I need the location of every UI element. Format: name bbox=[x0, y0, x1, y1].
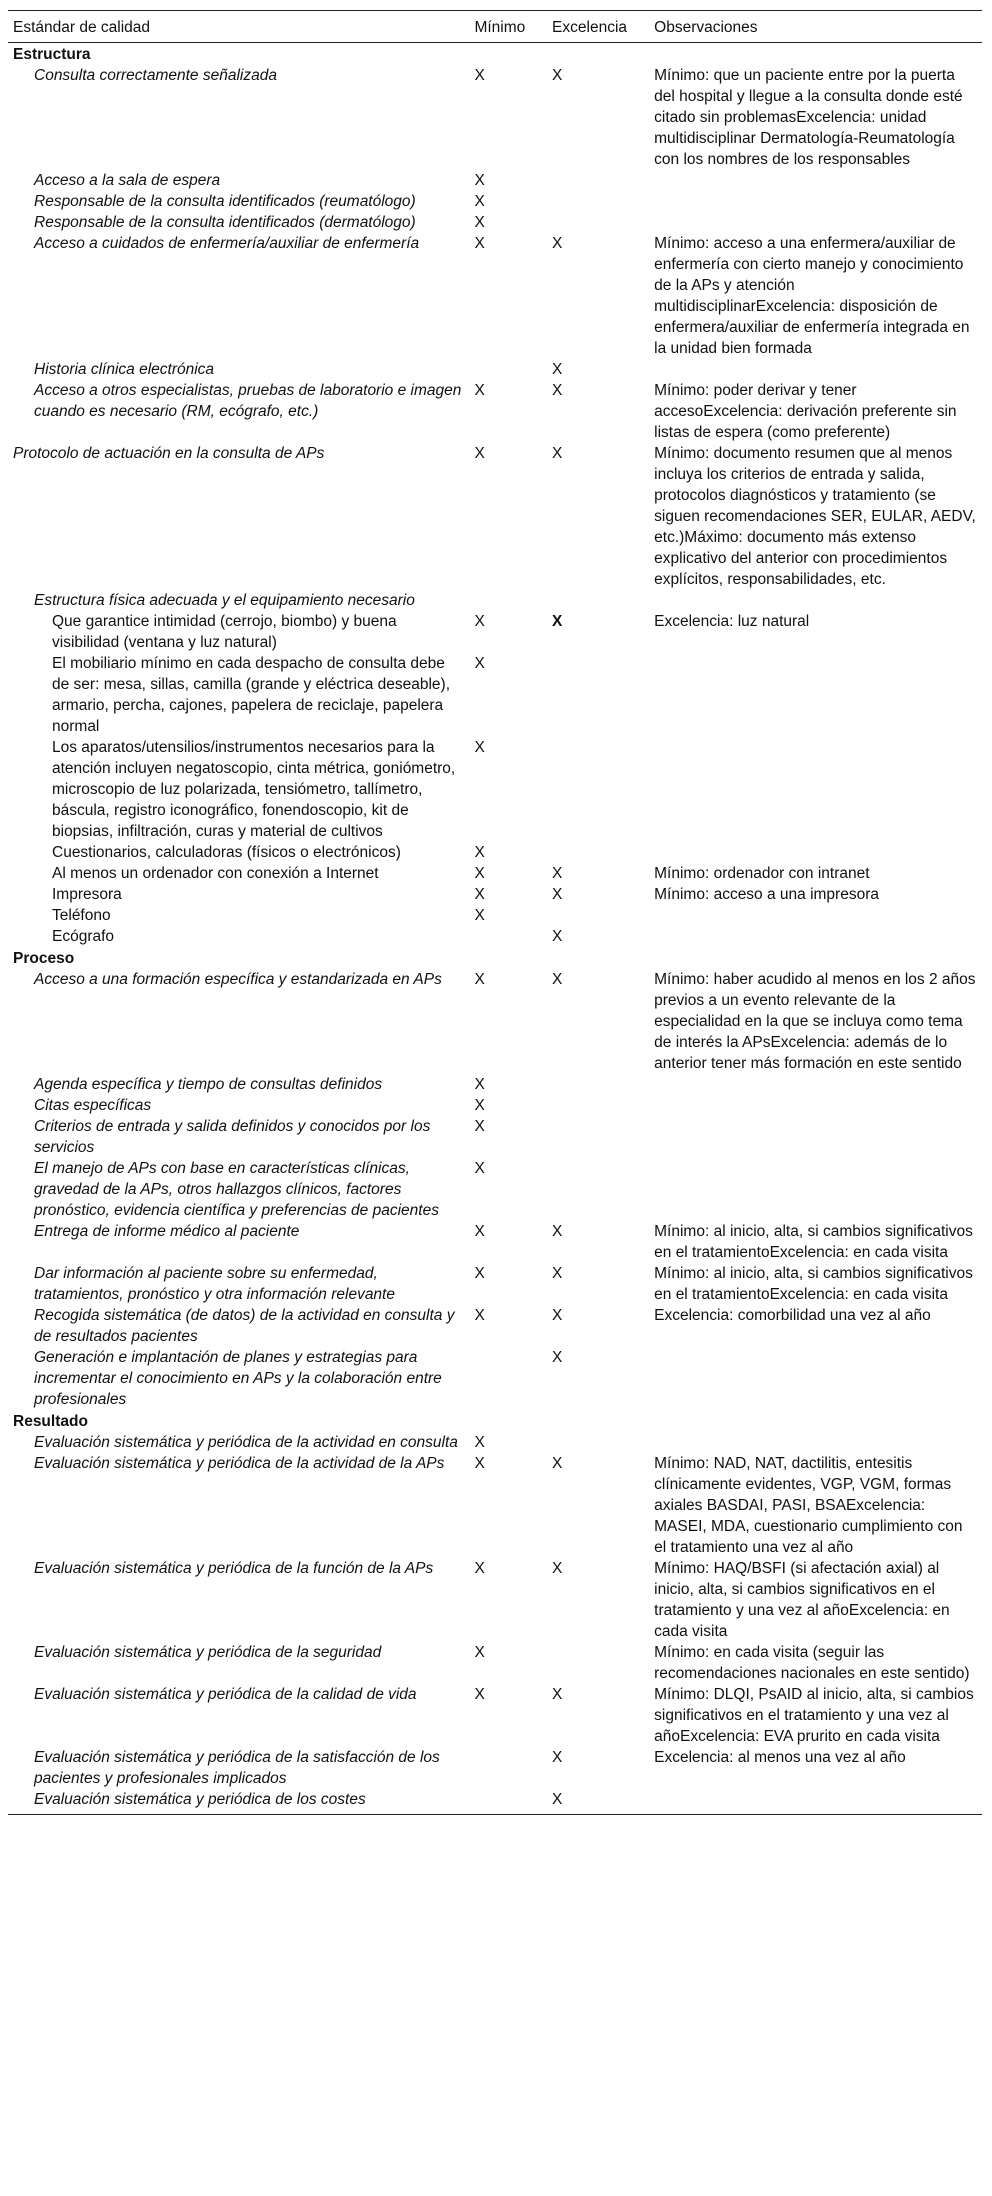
excellence-cell: X bbox=[552, 1455, 563, 1472]
observations-cell bbox=[649, 1116, 982, 1158]
standard-cell: Agenda específica y tiempo de consultas definidos bbox=[34, 1076, 383, 1093]
table-row bbox=[8, 842, 982, 863]
excellence-cell bbox=[547, 1642, 649, 1684]
excellence-cell: X bbox=[552, 445, 563, 462]
minimum-cell: X bbox=[474, 1118, 485, 1135]
observations-cell bbox=[649, 1158, 982, 1221]
observations-cell bbox=[649, 1347, 982, 1410]
minimum-cell: X bbox=[474, 1223, 485, 1240]
table-row bbox=[8, 1074, 982, 1095]
table-row bbox=[8, 1453, 982, 1558]
excellence-cell bbox=[547, 170, 649, 191]
section-header-row bbox=[8, 947, 982, 969]
table-row bbox=[8, 863, 982, 884]
excellence-cell: X bbox=[552, 382, 563, 399]
table-row bbox=[8, 1642, 982, 1684]
minimum-cell: X bbox=[474, 445, 485, 462]
minimum-cell: X bbox=[474, 865, 485, 882]
standard-cell: Evaluación sistemática y periódica de la seguridad bbox=[34, 1644, 382, 1661]
excellence-cell bbox=[547, 653, 649, 737]
excellence-cell: X bbox=[552, 1560, 563, 1577]
standard-cell: Acceso a la sala de espera bbox=[34, 172, 221, 189]
table-row bbox=[8, 170, 982, 191]
minimum-cell: X bbox=[474, 1097, 485, 1114]
excellence-cell: X bbox=[547, 1789, 649, 1815]
standard-cell: Acceso a otros especialistas, pruebas de laboratorio e imagen cuando es necesario (RM, ecógrafo, etc.) bbox=[34, 382, 462, 420]
table-row bbox=[8, 212, 982, 233]
minimum-cell: X bbox=[474, 1307, 485, 1324]
excellence-cell: X bbox=[552, 613, 563, 630]
minimum-cell bbox=[469, 1347, 547, 1410]
minimum-cell: X bbox=[474, 67, 485, 84]
standard-cell: Evaluación sistemática y periódica de la actividad de la APs bbox=[34, 1455, 445, 1472]
minimum-cell bbox=[469, 1789, 547, 1815]
table-row bbox=[8, 1095, 982, 1116]
observations-cell bbox=[649, 170, 982, 191]
minimum-cell: X bbox=[474, 739, 485, 756]
excellence-cell bbox=[547, 1432, 649, 1453]
standard-cell: Evaluación sistemática y periódica de los costes bbox=[8, 1789, 469, 1815]
observations-cell bbox=[649, 842, 982, 863]
table-row bbox=[8, 1432, 982, 1453]
observations-cell bbox=[649, 653, 982, 737]
excellence-cell: X bbox=[552, 886, 563, 903]
observations-cell bbox=[649, 359, 982, 380]
table-row bbox=[8, 737, 982, 842]
table-row bbox=[8, 926, 982, 947]
section-header-row bbox=[8, 1410, 982, 1432]
standard-cell: Entrega de informe médico al paciente bbox=[34, 1223, 300, 1240]
observations-cell: Excelencia: luz natural bbox=[654, 613, 810, 630]
observations-cell: Mínimo: que un paciente entre por la puerta del hospital y llegue a la consulta donde esté citado sin problemasExcelencia: unidad multidisciplinar Dermatología-Reumatología con los nombres de los responsables bbox=[654, 67, 963, 168]
header-minimum: Mínimo bbox=[469, 11, 547, 43]
excellence-cell: X bbox=[552, 1223, 563, 1240]
standard-cell: Protocolo de actuación en la consulta de APs bbox=[13, 445, 325, 462]
section-title: Estructura bbox=[13, 46, 91, 63]
standard-cell: Evaluación sistemática y periódica de la satisfacción de los pacientes y profesionales implicados bbox=[34, 1749, 440, 1787]
observations-cell bbox=[649, 1432, 982, 1453]
observations-cell: Excelencia: al menos una vez al año bbox=[654, 1749, 906, 1766]
excellence-cell: X bbox=[552, 971, 563, 988]
standard-cell: Criterios de entrada y salida definidos y conocidos por los servicios bbox=[34, 1118, 431, 1156]
standard-cell: Los aparatos/utensilios/instrumentos necesarios para la atención incluyen negatoscopio, cinta métrica, goniómetro, microscopio de luz polarizada, tensiómetro, tallímetro, báscula, registro iconográfico, fonendoscopio, kit de biopsias, infiltración, curas y material de cultivos bbox=[52, 739, 456, 840]
excellence-cell: X bbox=[552, 361, 563, 378]
table-row bbox=[8, 611, 982, 653]
quality-standards-table bbox=[8, 10, 982, 1815]
standard-cell: Acceso a cuidados de enfermería/auxiliar de enfermería bbox=[34, 235, 420, 252]
minimum-cell: X bbox=[474, 1434, 485, 1451]
observations-cell bbox=[649, 590, 982, 611]
minimum-cell: X bbox=[474, 1455, 485, 1472]
standard-cell: El manejo de APs con base en características clínicas, gravedad de la APs, otros hallazgos clínicos, factores pronóstico, evidencia científica y preferencias de pacientes bbox=[34, 1160, 439, 1219]
observations-cell: Mínimo: HAQ/BSFI (si afectación axial) al inicio, alta, si cambios significativos en el tratamiento y una vez al añoExcelencia: en cada visita bbox=[654, 1560, 950, 1640]
observations-cell: Mínimo: acceso a una enfermera/auxiliar de enfermería con cierto manejo y conocimiento de la APs y atención multidisciplinarExcelencia: disposición de enfermera/auxiliar de enfermería integrada en la unidad bien formada bbox=[654, 235, 970, 357]
table-row bbox=[8, 1116, 982, 1158]
table-header-row bbox=[8, 11, 982, 43]
table-body bbox=[8, 43, 982, 1815]
header-standard: Estándar de calidad bbox=[8, 11, 469, 43]
minimum-cell: X bbox=[474, 235, 485, 252]
observations-cell bbox=[649, 212, 982, 233]
minimum-cell: X bbox=[474, 172, 485, 189]
standard-cell: Recogida sistemática (de datos) de la actividad en consulta y de resultados pacientes bbox=[34, 1307, 455, 1345]
standard-cell: Evaluación sistemática y periódica de la función de la APs bbox=[34, 1560, 434, 1577]
observations-cell: Mínimo: documento resumen que al menos incluya los criterios de entrada y salida, protocolos diagnósticos y tratamiento (se siguen recomendaciones SER, EULAR, AEDV, etc.)Máximo: documento más extenso explicativo del anterior con procedimientos explícitos, responsabilidades, etc. bbox=[654, 445, 976, 588]
observations-cell: Mínimo: al inicio, alta, si cambios significativos en el tratamientoExcelencia: en cada visita bbox=[654, 1223, 973, 1261]
header-observations: Observaciones bbox=[649, 11, 982, 43]
observations-cell: Mínimo: DLQI, PsAID al inicio, alta, si cambios significativos en el tratamiento y una vez al añoExcelencia: EVA prurito en cada visita bbox=[654, 1686, 974, 1745]
minimum-cell bbox=[469, 359, 547, 380]
standard-cell: Responsable de la consulta identificados (dermatólogo) bbox=[34, 214, 416, 231]
header-excellence: Excelencia bbox=[547, 11, 649, 43]
minimum-cell: X bbox=[474, 1560, 485, 1577]
standard-cell: Ecógrafo bbox=[52, 928, 115, 945]
minimum-cell: X bbox=[474, 1644, 485, 1661]
minimum-cell: X bbox=[474, 193, 485, 210]
table-row bbox=[8, 1347, 982, 1410]
standard-cell: Impresora bbox=[52, 886, 122, 903]
standard-cell: Teléfono bbox=[52, 907, 111, 924]
observations-cell bbox=[649, 191, 982, 212]
table-row bbox=[8, 1305, 982, 1347]
section-header-row bbox=[8, 43, 982, 66]
observations-cell: Mínimo: NAD, NAT, dactilitis, entesitis clínicamente evidentes, VGP, VGM, formas axiales BASDAI, PASI, BSAExcelencia: MASEI, MDA, cuestionario cumplimiento con el tratamiento una vez al año bbox=[654, 1455, 963, 1556]
observations-cell bbox=[649, 737, 982, 842]
observations-cell: Mínimo: ordenador con intranet bbox=[654, 865, 870, 882]
excellence-cell bbox=[547, 905, 649, 926]
excellence-cell: X bbox=[552, 928, 563, 945]
excellence-cell: X bbox=[552, 1307, 563, 1324]
standard-cell: Estructura física adecuada y el equipamiento necesario bbox=[34, 592, 415, 609]
standard-cell: Evaluación sistemática y periódica de la actividad en consulta bbox=[34, 1434, 458, 1451]
observations-cell: Mínimo: haber acudido al menos en los 2 años previos a un evento relevante de la especialidad en la que se incluya como tema de interés la APsExcelencia: además de lo anterior tener más formación en este sentido bbox=[654, 971, 976, 1072]
minimum-cell: X bbox=[474, 1076, 485, 1093]
table-row bbox=[8, 969, 982, 1074]
minimum-cell: X bbox=[474, 214, 485, 231]
observations-cell: Mínimo: al inicio, alta, si cambios significativos en el tratamientoExcelencia: en cada visita bbox=[654, 1265, 973, 1303]
excellence-cell: X bbox=[552, 1265, 563, 1282]
standard-cell: El mobiliario mínimo en cada despacho de consulta debe de ser: mesa, sillas, camilla (grande y eléctrica deseable), armario, percha, cajones, papelera de reciclaje, papelera normal bbox=[52, 655, 451, 735]
excellence-cell bbox=[547, 212, 649, 233]
table-row bbox=[8, 1263, 982, 1305]
standard-cell: Historia clínica electrónica bbox=[34, 361, 215, 378]
standard-cell: Consulta correctamente señalizada bbox=[34, 67, 277, 84]
table-row bbox=[8, 359, 982, 380]
excellence-cell bbox=[547, 737, 649, 842]
excellence-cell bbox=[547, 191, 649, 212]
observations-cell bbox=[649, 1074, 982, 1095]
excellence-cell bbox=[547, 842, 649, 863]
minimum-cell: X bbox=[474, 382, 485, 399]
minimum-cell: X bbox=[474, 655, 485, 672]
table-row bbox=[8, 443, 982, 590]
standard-cell: Generación e implantación de planes y estrategias para incrementar el conocimiento en APs y la colaboración entre profesionales bbox=[34, 1349, 442, 1408]
table-row bbox=[8, 1158, 982, 1221]
minimum-cell bbox=[469, 590, 547, 611]
table-row bbox=[8, 380, 982, 443]
standard-cell: Responsable de la consulta identificados (reumatólogo) bbox=[34, 193, 416, 210]
standard-cell: Citas específicas bbox=[34, 1097, 152, 1114]
minimum-cell: X bbox=[474, 907, 485, 924]
table-row bbox=[8, 233, 982, 359]
standard-cell: Cuestionarios, calculadoras (físicos o electrónicos) bbox=[52, 844, 401, 861]
observations-cell bbox=[649, 905, 982, 926]
observations-cell: Mínimo: acceso a una impresora bbox=[654, 886, 879, 903]
excellence-cell bbox=[547, 1158, 649, 1221]
table-row bbox=[8, 1558, 982, 1642]
minimum-cell bbox=[469, 1747, 547, 1789]
section-title: Resultado bbox=[13, 1413, 88, 1430]
observations-cell: Excelencia: comorbilidad una vez al año bbox=[654, 1307, 931, 1324]
table-row bbox=[8, 1747, 982, 1789]
table-row bbox=[8, 653, 982, 737]
table-row bbox=[8, 1684, 982, 1747]
table-row bbox=[8, 1789, 982, 1815]
observations-cell bbox=[649, 1789, 982, 1815]
observations-cell: Mínimo: poder derivar y tener accesoExcelencia: derivación preferente sin listas de espera (como preferente) bbox=[654, 382, 957, 441]
standard-cell: Al menos un ordenador con conexión a Internet bbox=[52, 865, 379, 882]
observations-cell bbox=[649, 926, 982, 947]
standard-cell: Evaluación sistemática y periódica de la calidad de vida bbox=[34, 1686, 417, 1703]
excellence-cell: X bbox=[552, 1349, 563, 1366]
standard-cell: Dar información al paciente sobre su enfermedad, tratamientos, pronóstico y otra información relevante bbox=[34, 1265, 395, 1303]
table-row bbox=[8, 884, 982, 905]
table-row bbox=[8, 1221, 982, 1263]
table-row bbox=[8, 590, 982, 611]
standard-cell: Que garantice intimidad (cerrojo, biombo) y buena visibilidad (ventana y luz natural) bbox=[52, 613, 397, 651]
table-row bbox=[8, 65, 982, 170]
table-row bbox=[8, 191, 982, 212]
excellence-cell: X bbox=[552, 1749, 563, 1766]
excellence-cell bbox=[547, 1074, 649, 1095]
section-title: Proceso bbox=[13, 950, 75, 967]
minimum-cell bbox=[469, 926, 547, 947]
minimum-cell: X bbox=[474, 886, 485, 903]
table-row bbox=[8, 905, 982, 926]
excellence-cell bbox=[547, 1095, 649, 1116]
minimum-cell: X bbox=[474, 1686, 485, 1703]
minimum-cell: X bbox=[474, 613, 485, 630]
observations-cell bbox=[649, 1095, 982, 1116]
observations-cell: Mínimo: en cada visita (seguir las recomendaciones nacionales en este sentido) bbox=[654, 1644, 970, 1682]
excellence-cell: X bbox=[552, 67, 563, 84]
excellence-cell bbox=[547, 1116, 649, 1158]
excellence-cell: X bbox=[552, 865, 563, 882]
minimum-cell: X bbox=[474, 971, 485, 988]
excellence-cell: X bbox=[552, 235, 563, 252]
minimum-cell: X bbox=[474, 844, 485, 861]
standard-cell: Acceso a una formación específica y estandarizada en APs bbox=[34, 971, 442, 988]
excellence-cell bbox=[547, 590, 649, 611]
minimum-cell: X bbox=[474, 1160, 485, 1177]
minimum-cell: X bbox=[474, 1265, 485, 1282]
excellence-cell: X bbox=[552, 1686, 563, 1703]
